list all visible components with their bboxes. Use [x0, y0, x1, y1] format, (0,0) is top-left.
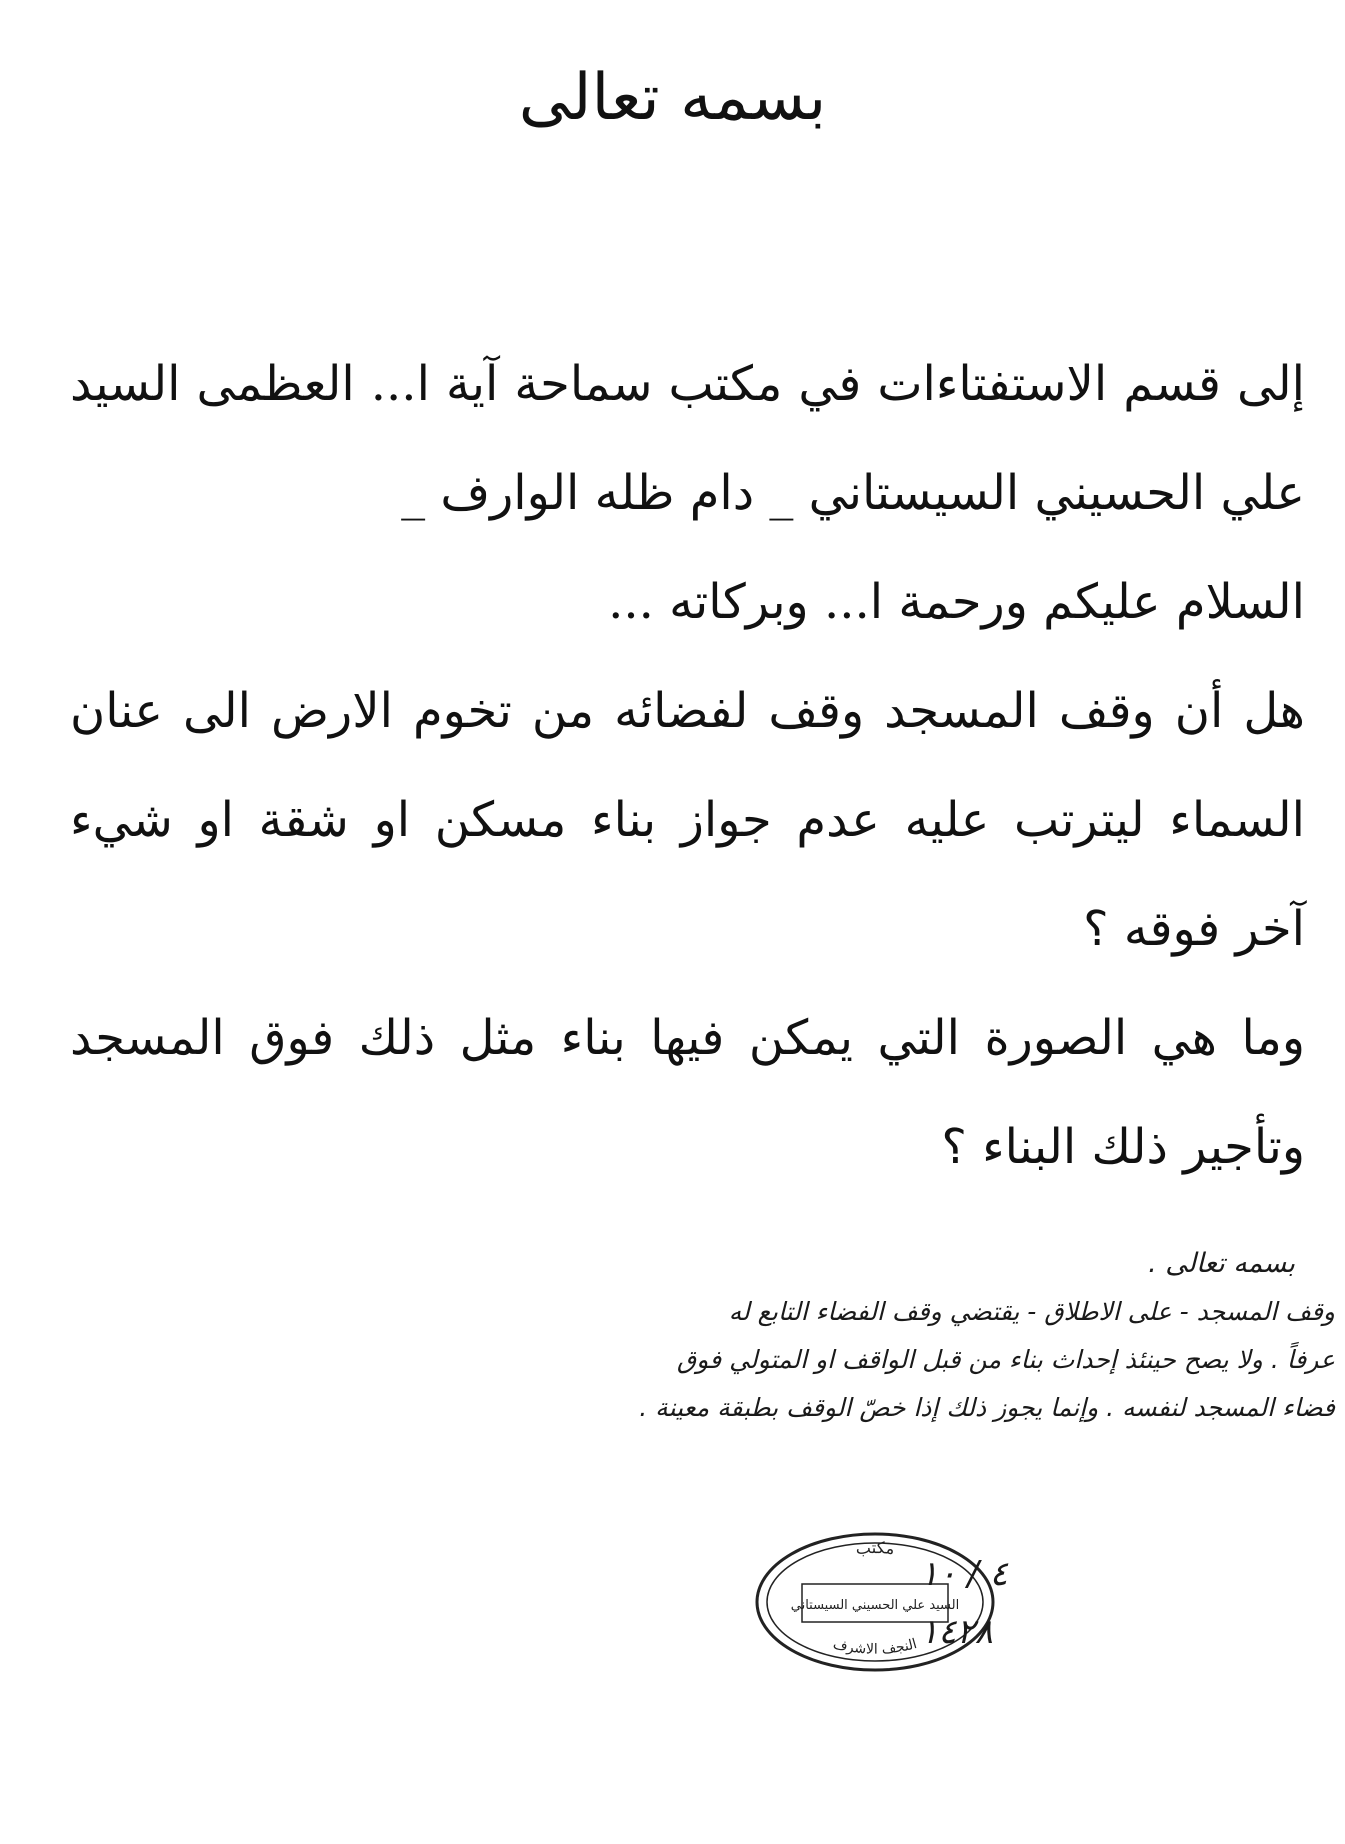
answer-line: عرفاً . ولا يصح حينئذ إحداث بناء من قبل الواقف او المتولي فوق — [676, 1345, 1335, 1374]
question-line: السماء ليترتب عليه عدم جواز بناء مسكن او شقة او شيء — [70, 792, 1306, 848]
seal-top-text: مكتب — [854, 1537, 896, 1559]
answer-line: وقف المسجد - على الاطلاق - يقتضي وقف الفضاء التابع له — [728, 1297, 1335, 1326]
question-line: هل أن وقف المسجد وقف لفضائه من تخوم الارض الى عنان — [70, 683, 1305, 739]
answer-line: فضاء المسجد لنفسه . وإنما يجوز ذلك إذا خصّ الوقف بطبقة معينة . — [639, 1393, 1335, 1422]
handwritten-answer — [350, 1240, 1335, 1432]
seal-middle-text: السيد علي الحسيني السيستاني — [790, 1598, 960, 1613]
question-line: وما هي الصورة التي يمكن فيها بناء مثل ذلك فوق المسجد — [70, 1010, 1305, 1066]
answer-opening: بسمه تعالى . — [1148, 1248, 1295, 1279]
date-day-month: ٤ / ١٠ — [920, 1554, 1008, 1594]
question-line: آخر فوقه ؟ — [1083, 901, 1305, 957]
answer-date — [920, 1545, 1008, 1661]
question-line: السلام عليكم ورحمة ا... وبركاته ... — [608, 574, 1305, 630]
question-line: وتأجير ذلك البناء ؟ — [941, 1119, 1305, 1175]
question-line: علي الحسيني السيستاني _ دام ظله الوارف _ — [401, 465, 1305, 521]
question-line: إلى قسم الاستفتاءات في مكتب سماحة آية ا... العظمى السيد — [70, 356, 1306, 412]
date-year: ١٤٢٨ — [920, 1612, 994, 1652]
question-body — [70, 330, 1305, 1202]
seal-bottom-text: النجف الاشرف — [831, 1636, 919, 1658]
page-title: بسمه تعالى — [518, 61, 827, 135]
